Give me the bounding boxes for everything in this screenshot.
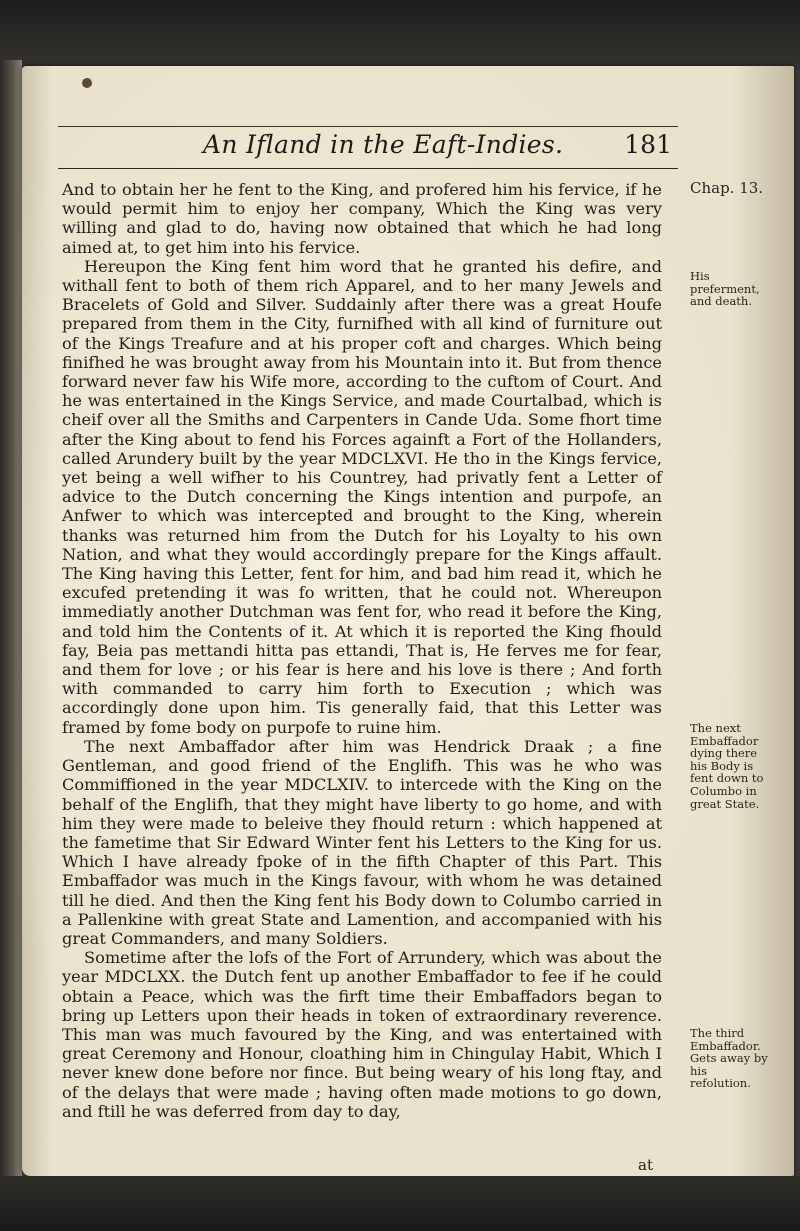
ink-mark [82, 78, 92, 88]
book-spine-edge [0, 60, 22, 1190]
paragraph-3: The next Ambaffador after him was Hendrick Draak ; a fine Gentleman, and good friend of the Englifh. This was he who was Commiffioned in the year MDCLXIV. to intercede with the King on the behalf of the Englifh, that they might have liberty to go home, and with him they were made to beleive they fhould return : which happened at the fametime that Sir Edward Winter fent his Letters to the King for us. Which I have already fpoke of in the fifth Chapter of this Part. This Embaffador was much in the Kings favour, with whom he was detained till he died. And then the King fent his Body down to Columbo carried in a Pallenkine with great State and Lamention, and accompanied with his great Commanders, and many Soldiers. [62, 736, 662, 948]
scan-background-top [0, 0, 800, 70]
paragraph-4: Sometime after the lofs of the Fort of Arrundery, which was about the year MDCLXX. the Dutch fent up another Embaffador to fee if he could obtain a Peace, which was the firft time their Embaffadors began to bring up Letters upon their heads in token of extraordinary reverence. This man was much favoured by the King, and was entertained with great Ceremony and Honour, cloathing him in Chingulay Habit, Which I never knew done before nor fince. But being weary of his long ftay, and of the delays that were made ; having often made motions to go down, and ftill he was deferred from day to day, [62, 948, 662, 1121]
margin-note-third-ambassador: The third Embaffador. Gets away by his refolution. [690, 1026, 768, 1091]
paragraph-1: And to obtain her he fent to the King, and profered him his fervice, if he would permit him to enjoy her company, Which the King was very willing and glad to do, having now obtained that which he had long aimed at, to get him into his fervice. [62, 180, 662, 257]
margin-note-preferment: His preferment, and death. [690, 269, 760, 309]
page-header [58, 128, 678, 169]
margin-note-chapter: Chap. 13. [690, 179, 764, 197]
paragraph-2: Hereupon the King fent him word that he granted his defire, and withall fent to both of them rich Apparel, and to her many Jewels and Bracelets of Gold and Silver. Suddainly after there was a great Houfe prepared from them in the City, furnifhed with all kind of furniture out of the Kings Treafure and at his proper coft and charges. Which being finifhed he was brought away from his Mountain into it. But from thence forward never faw his Wife more, according to the cuftom of Court. And he was entertained in the Kings Service, and made Courtalbad, which is cheif over all the Smiths and Carpenters in Cande Uda. Some fhort time after the King about to fend his Forces againft a Fort of the Hollanders, called Arundery built by the year MDCLXVI. He tho in the Kings fervice, yet being a well wifher to his Countrey, had privatly fent a Letter of advice to the Dutch concerning the Kings intention and purpofe, an Anfwer to which was intercepted and brought to the King, wherein thanks was returned him from the Dutch for his Loyalty to his own Nation, and what they would accordingly prepare for the Kings affault. The King having this Letter, fent for him, and bad him read it, which he excufed pretending it was fo written, that he could not. Whereupon immediatly another Dutchman was fent for, who read it before the King, and told him the Contents of it. At which it is reported the King fhould fay, Beia pas mettandi hitta pas ettandi, That is, He ferves me for fear, and them for love ; or his fear is here and his love is there ; And forth with commanded to carry him forth to Execution ; which was accordingly done upon him. Tis generally faid, that this Letter was framed by fome body on purpofe to ruine him. [62, 256, 662, 737]
margin-note-next-ambassador: The next Embaffador dying there his Body is fent down to Columbo in great State. [690, 721, 764, 811]
header-top-rule [58, 126, 678, 127]
running-head: An Ifland in the Eaft-Indies. [203, 130, 564, 159]
page-number: 181 [624, 130, 672, 159]
catchword: at [638, 1156, 653, 1174]
body-text [62, 180, 662, 1121]
scan-background-bottom [0, 1176, 800, 1231]
